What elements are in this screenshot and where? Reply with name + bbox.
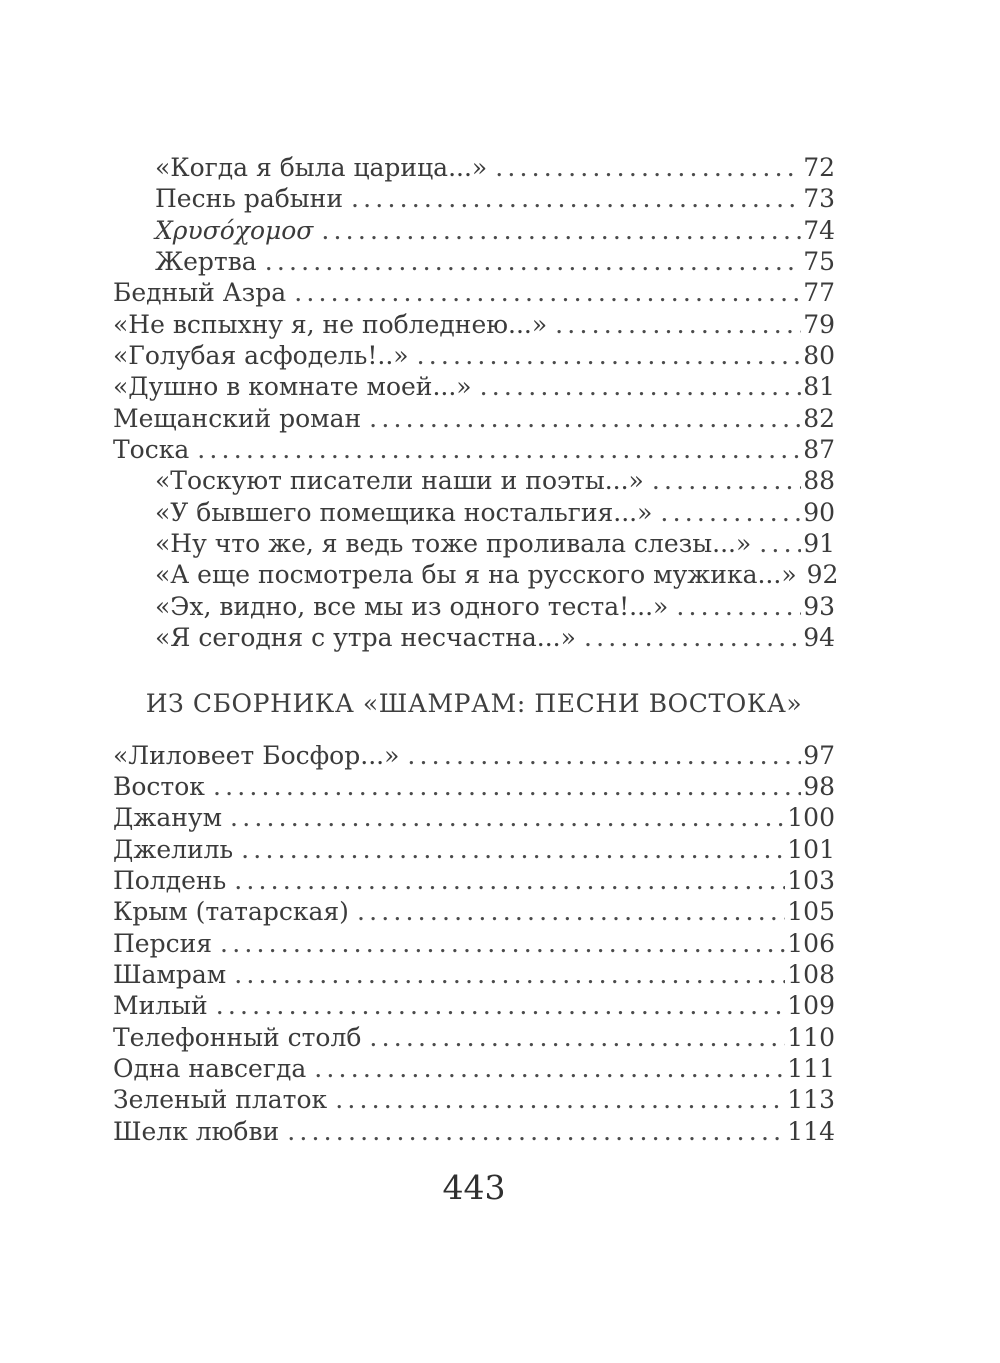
toc-entry [113, 771, 835, 802]
toc-entry-page: 88 [803, 466, 835, 496]
toc-leader-dots [234, 865, 785, 896]
toc-entry-page: 73 [803, 184, 835, 214]
toc-entry [113, 1116, 835, 1147]
toc-leader-dots [495, 152, 801, 183]
toc-entry-title: Одна навсегда [113, 1053, 307, 1083]
toc-entry [113, 497, 835, 528]
toc-entry-title: «Тоскуют писатели наши и поэты...» [155, 466, 644, 496]
toc-entry-page: 91 [803, 529, 835, 559]
toc-entry [113, 465, 835, 496]
toc-entry-title: «Голубая асфодель!..» [113, 341, 409, 371]
toc-entry [113, 277, 835, 308]
toc-entry [113, 183, 835, 214]
toc-leader-dots [351, 183, 801, 214]
toc-entry-title: Персия [113, 928, 213, 958]
toc-leader-dots [676, 591, 801, 622]
toc-entry [113, 959, 835, 990]
toc-leader-dots [287, 1116, 785, 1147]
toc-entry-page: 79 [803, 309, 835, 339]
toc-entry [113, 1053, 835, 1084]
toc-entry-page: 103 [787, 865, 835, 895]
toc-entry [113, 1084, 835, 1115]
toc-leader-dots [265, 246, 801, 277]
toc-entry [113, 591, 835, 622]
toc-leader-dots [369, 403, 801, 434]
toc-entry-page: 100 [787, 803, 835, 833]
toc-entry [113, 559, 839, 590]
toc-leader-dots [369, 1022, 785, 1053]
table-of-contents [113, 152, 839, 1147]
toc-entry [113, 928, 835, 959]
toc-leader-dots [241, 834, 785, 865]
toc-leader-dots [759, 528, 801, 559]
toc-entry [113, 802, 835, 833]
toc-entry [113, 528, 835, 559]
toc-entry-page: 75 [803, 247, 835, 277]
toc-entry-page: 114 [787, 1116, 835, 1146]
toc-entry-page: 90 [803, 497, 835, 527]
toc-entry-page: 109 [787, 991, 835, 1021]
toc-entry-title: Шамрам [113, 959, 227, 989]
toc-leader-dots [417, 340, 802, 371]
toc-entry-page: 113 [787, 1085, 835, 1115]
toc-entry-title: Χρυσόχομοσ [155, 215, 314, 245]
toc-entry-title: Шелк любви [113, 1116, 280, 1146]
toc-entry-title: Жертва [155, 247, 257, 277]
toc-leader-dots [357, 896, 785, 927]
toc-entry-page: 81 [803, 372, 835, 402]
toc-entry-page: 80 [803, 341, 835, 371]
toc-entry-page: 74 [803, 215, 835, 245]
toc-entry-page: 110 [787, 1022, 835, 1052]
toc-entry-title: Мещанский роман [113, 403, 362, 433]
toc-entry-page: 94 [803, 623, 835, 653]
toc-leader-dots [234, 959, 785, 990]
toc-entry-page: 82 [803, 403, 835, 433]
toc-entry-title: Восток [113, 771, 205, 801]
toc-leader-dots [480, 371, 802, 402]
toc-leader-dots [220, 928, 785, 959]
toc-leader-dots [197, 434, 801, 465]
toc-leader-dots [555, 309, 801, 340]
toc-entry-title: Милый [113, 991, 208, 1021]
toc-entry-page: 105 [787, 897, 835, 927]
toc-entry-title: Джелиль [113, 834, 234, 864]
toc-entry [113, 990, 835, 1021]
toc-entry-page: 92 [806, 560, 839, 590]
toc-entry-title: «Я сегодня с утра несчастна...» [155, 623, 576, 653]
toc-entry [113, 865, 835, 896]
toc-entry-page: 87 [803, 435, 835, 465]
toc-entry-title: «Эх, видно, все мы из одного теста!...» [155, 591, 669, 621]
toc-entry [113, 246, 835, 277]
toc-leader-dots [294, 277, 801, 308]
toc-leader-dots [407, 740, 801, 771]
page-number: 443 [442, 1167, 506, 1207]
toc-entry-page: 93 [803, 591, 835, 621]
toc-leader-dots [335, 1084, 785, 1115]
toc-entry [113, 740, 835, 771]
toc-entry-page: 77 [803, 278, 835, 308]
toc-entry-title: Телефонный столб [113, 1022, 362, 1052]
toc-entry [113, 834, 835, 865]
toc-entry-page: 101 [787, 834, 835, 864]
toc-section-heading: ИЗ СБОРНИКА «ШАМРАМ: ПЕСНИ ВОСТОКА» [145, 688, 803, 718]
toc-entry-title: «Ну что же, я ведь тоже проливала слезы...» [155, 529, 752, 559]
toc-leader-dots [314, 1053, 785, 1084]
toc-entry [113, 371, 835, 402]
toc-entry [113, 434, 835, 465]
toc-entry [113, 340, 835, 371]
toc-entry-title: «Лиловеет Босфор...» [113, 740, 400, 770]
toc-leader-dots [213, 771, 801, 802]
toc-leader-dots [216, 990, 786, 1021]
toc-entry-page: 72 [803, 153, 835, 182]
toc-entry-title: Зеленый платок [113, 1085, 328, 1115]
toc-entry-page: 98 [803, 771, 835, 801]
page-content [113, 152, 839, 1207]
toc-entry [113, 1022, 835, 1053]
toc-entry-title: «У бывшего помещика ностальгия...» [155, 497, 653, 527]
toc-entry [113, 403, 835, 434]
toc-entry-title: Полдень [113, 865, 227, 895]
toc-entry-title: Бедный Азра [113, 278, 287, 308]
toc-entry-title: Джанум [113, 803, 223, 833]
toc-leader-dots [584, 622, 801, 653]
toc-entry [113, 622, 835, 653]
toc-entry-title: Крым (татарская) [113, 897, 349, 927]
toc-leader-dots [652, 465, 801, 496]
toc-entry [113, 152, 835, 183]
toc-entry-title: «Не вспыхну я, не побледнею...» [113, 309, 548, 339]
toc-entry [113, 896, 835, 927]
toc-leader-dots [321, 215, 801, 246]
toc-entry [113, 309, 835, 340]
toc-entry-title: Песнь рабыни [155, 184, 344, 214]
toc-entry-page: 97 [803, 740, 835, 770]
toc-entry-page: 111 [787, 1053, 835, 1083]
toc-leader-dots [660, 497, 801, 528]
toc-entry-page: 106 [787, 928, 835, 958]
toc-entry-title: «Когда я была царица...» [155, 153, 488, 182]
toc-entry-title: Тоска [113, 435, 190, 465]
toc-entry-title: «Душно в комнате моей...» [113, 372, 472, 402]
toc-entry-page: 108 [787, 959, 835, 989]
toc-entry [113, 215, 835, 246]
toc-entry-title: «А еще посмотрела бы я на русского мужика...» [155, 560, 797, 590]
toc-leader-dots [230, 802, 785, 833]
